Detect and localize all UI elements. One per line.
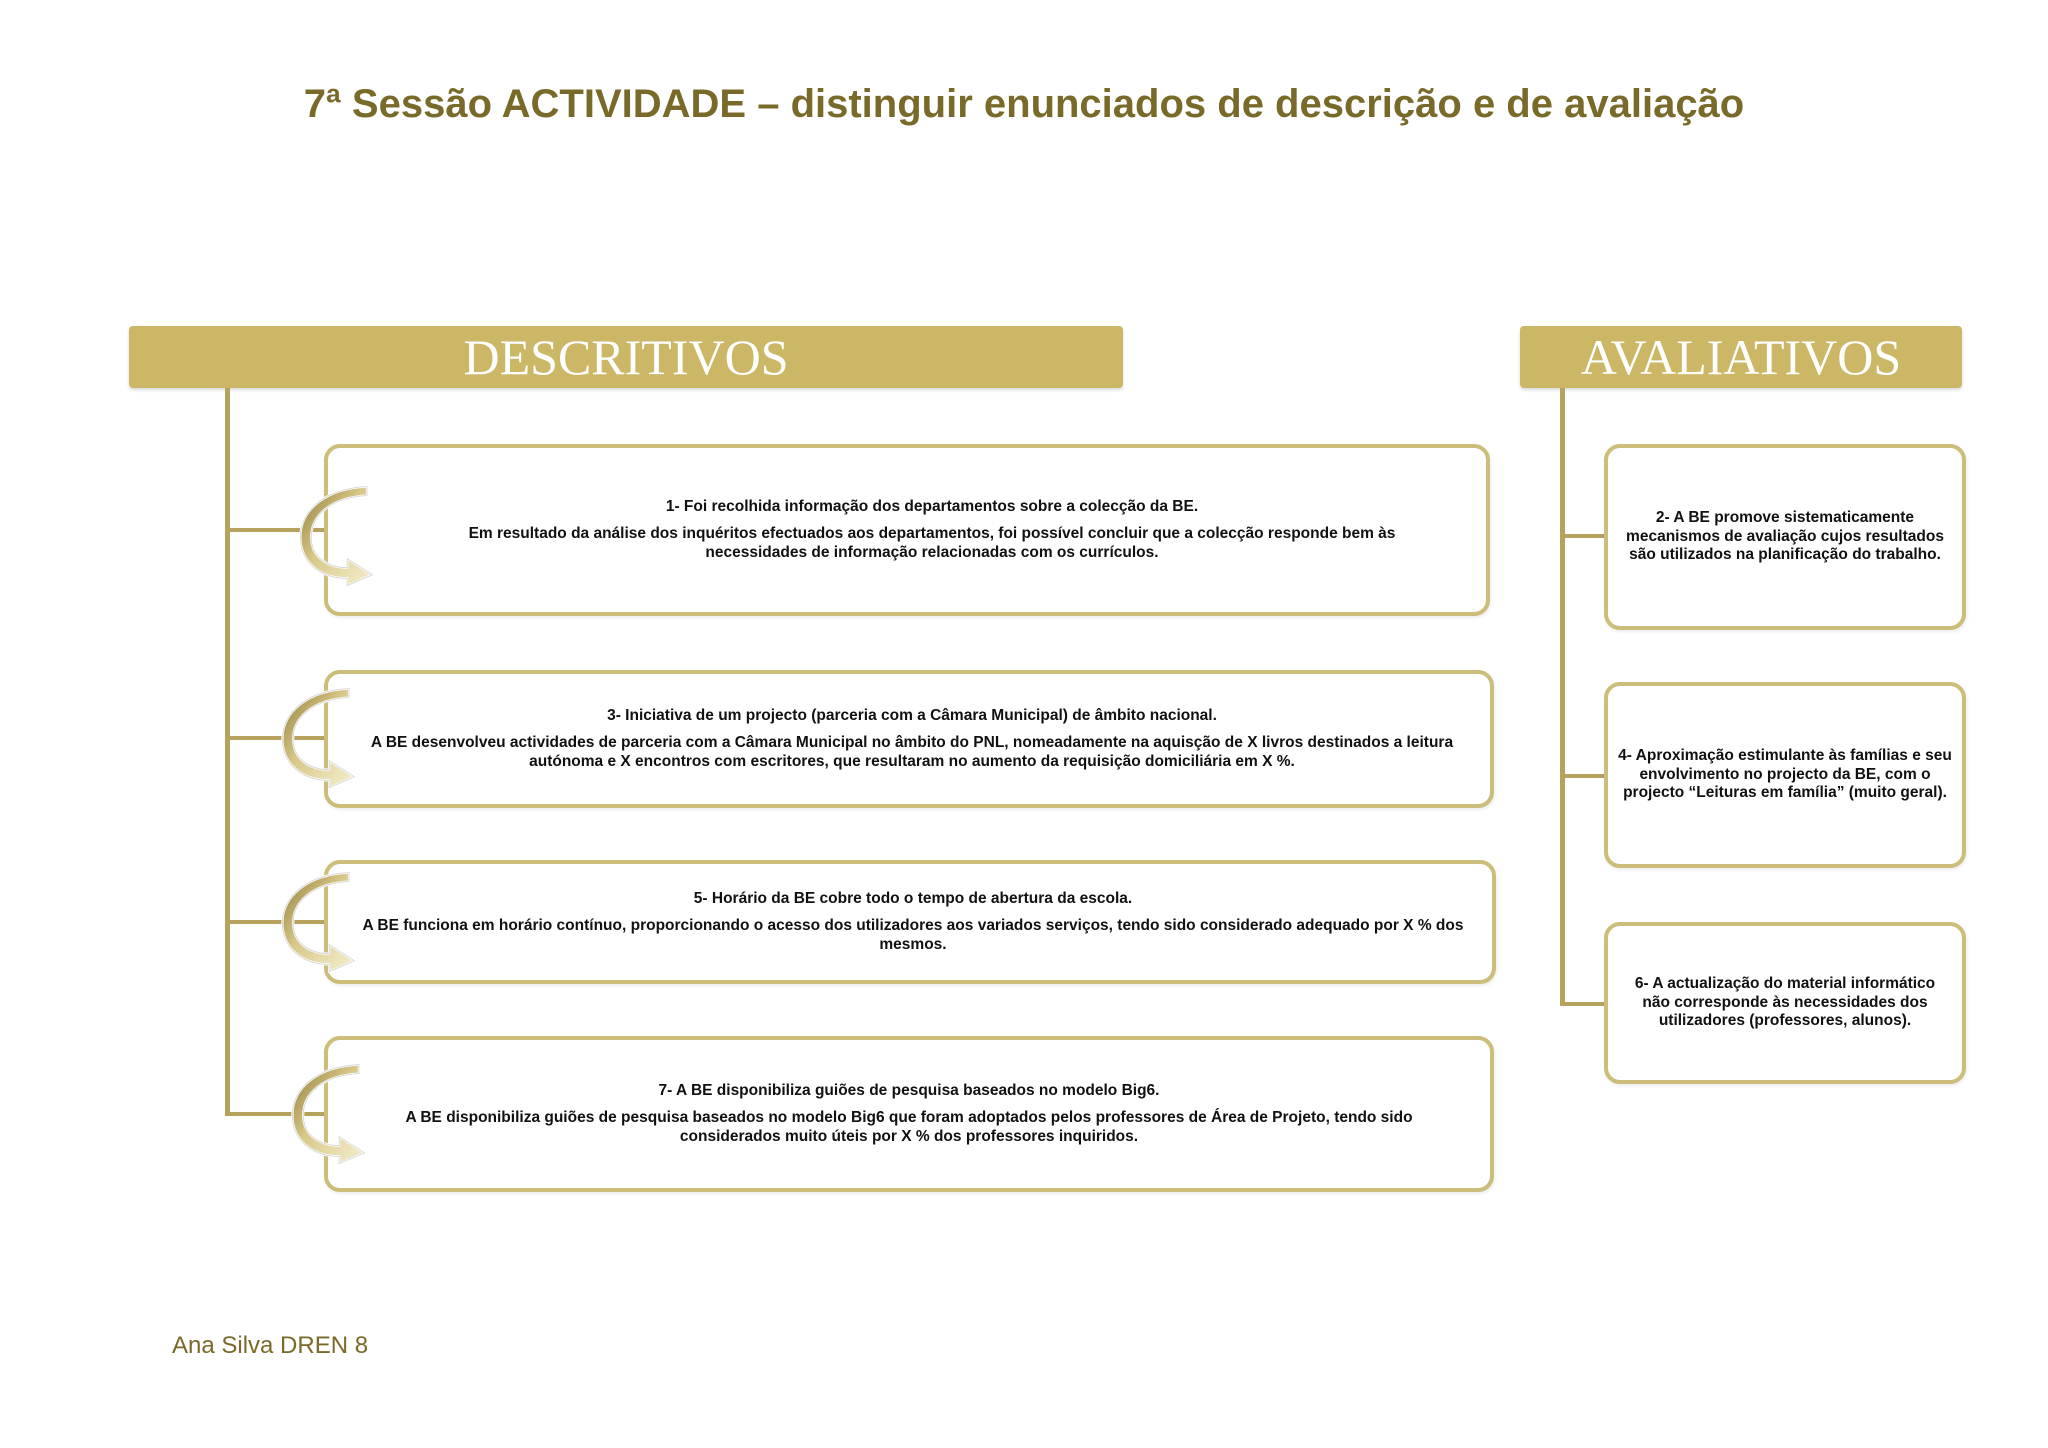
- page-title: 7ª Sessão ACTIVIDADE – distinguir enunciados de descrição e de avaliação: [303, 82, 1745, 126]
- descritivo-item-7-body: A BE disponibiliza guiões de pesquisa baseados no modelo Big6 que foram adoptados pelos professores de Área de Projeto, tendo sido considerados muito úteis por X % dos professores inquiridos.: [405, 1109, 1413, 1145]
- descritivo-item-1-body: Em resultado da análise dos inquéritos efectuados aos departamentos, foi possível concluir que a colecção responde bem às necessidades de informação relacionadas com os currículos.: [468, 525, 1396, 561]
- descritivos-trunk: [225, 388, 230, 1116]
- descritivo-item-7: [324, 1036, 1494, 1192]
- curved-arrow-icon: [280, 688, 362, 792]
- avaliativos-header: AVALIATIVOS: [1520, 326, 1962, 388]
- descritivo-item-1-head: 1- Foi recolhida informação dos departamentos sobre a colecção da BE.: [665, 498, 1199, 515]
- descritivo-item-3: [324, 670, 1494, 808]
- descritivo-item-7-head: 7- A BE disponibiliza guiões de pesquisa baseados no modelo Big6.: [658, 1082, 1160, 1099]
- descritivos-header: DESCRITIVOS: [129, 326, 1123, 388]
- avaliativos-trunk: [1560, 388, 1565, 1006]
- curved-arrow-icon: [290, 1064, 372, 1168]
- descritivo-item-5: [324, 860, 1496, 984]
- avaliativos-branch-1: [1560, 534, 1606, 538]
- avaliativo-item-2: [1604, 444, 1966, 630]
- avaliativo-item-6: [1604, 922, 1966, 1084]
- avaliativos-branch-3: [1560, 1002, 1606, 1006]
- descritivo-item-3-head: 3- Iniciativa de um projecto (parceria com a Câmara Municipal) de âmbito nacional.: [607, 707, 1217, 724]
- avaliativo-item-4: [1604, 682, 1966, 868]
- avaliativo-item-2-body: 2- A BE promove sistematicamente mecanismos de avaliação cujos resultados são utilizados na planificação do trabalho.: [1626, 509, 1944, 564]
- avaliativo-item-6-body: 6- A actualização do material informático não corresponde às necessidades dos utilizadores (professores, alunos).: [1634, 975, 1936, 1030]
- avaliativo-item-4-body: 4- Aproximação estimulante às famílias e seu envolvimento no projecto da BE, com o projecto “Leituras em família” (muito geral).: [1618, 747, 1952, 802]
- avaliativos-branch-2: [1560, 774, 1606, 778]
- descritivo-item-3-body: A BE desenvolveu actividades de parceria com a Câmara Municipal no âmbito do PNL, nomeadamente na aquisção de X livros destinados a leitura autónoma e X encontros com escritores, que resultaram no aumento da requisição domiciliária em X %.: [370, 734, 1454, 770]
- author-footer: Ana Silva DREN 8: [172, 1332, 369, 1359]
- descritivo-item-1: [324, 444, 1490, 616]
- descritivo-item-5-head: 5- Horário da BE cobre todo o tempo de abertura da escola.: [693, 890, 1133, 907]
- curved-arrow-icon: [280, 872, 362, 976]
- curved-arrow-icon: [298, 486, 380, 590]
- descritivo-item-5-body: A BE funciona em horário contínuo, proporcionando o acesso dos utilizadores aos variados serviços, tendo sido considerado adequado por X % dos mesmos.: [362, 917, 1464, 953]
